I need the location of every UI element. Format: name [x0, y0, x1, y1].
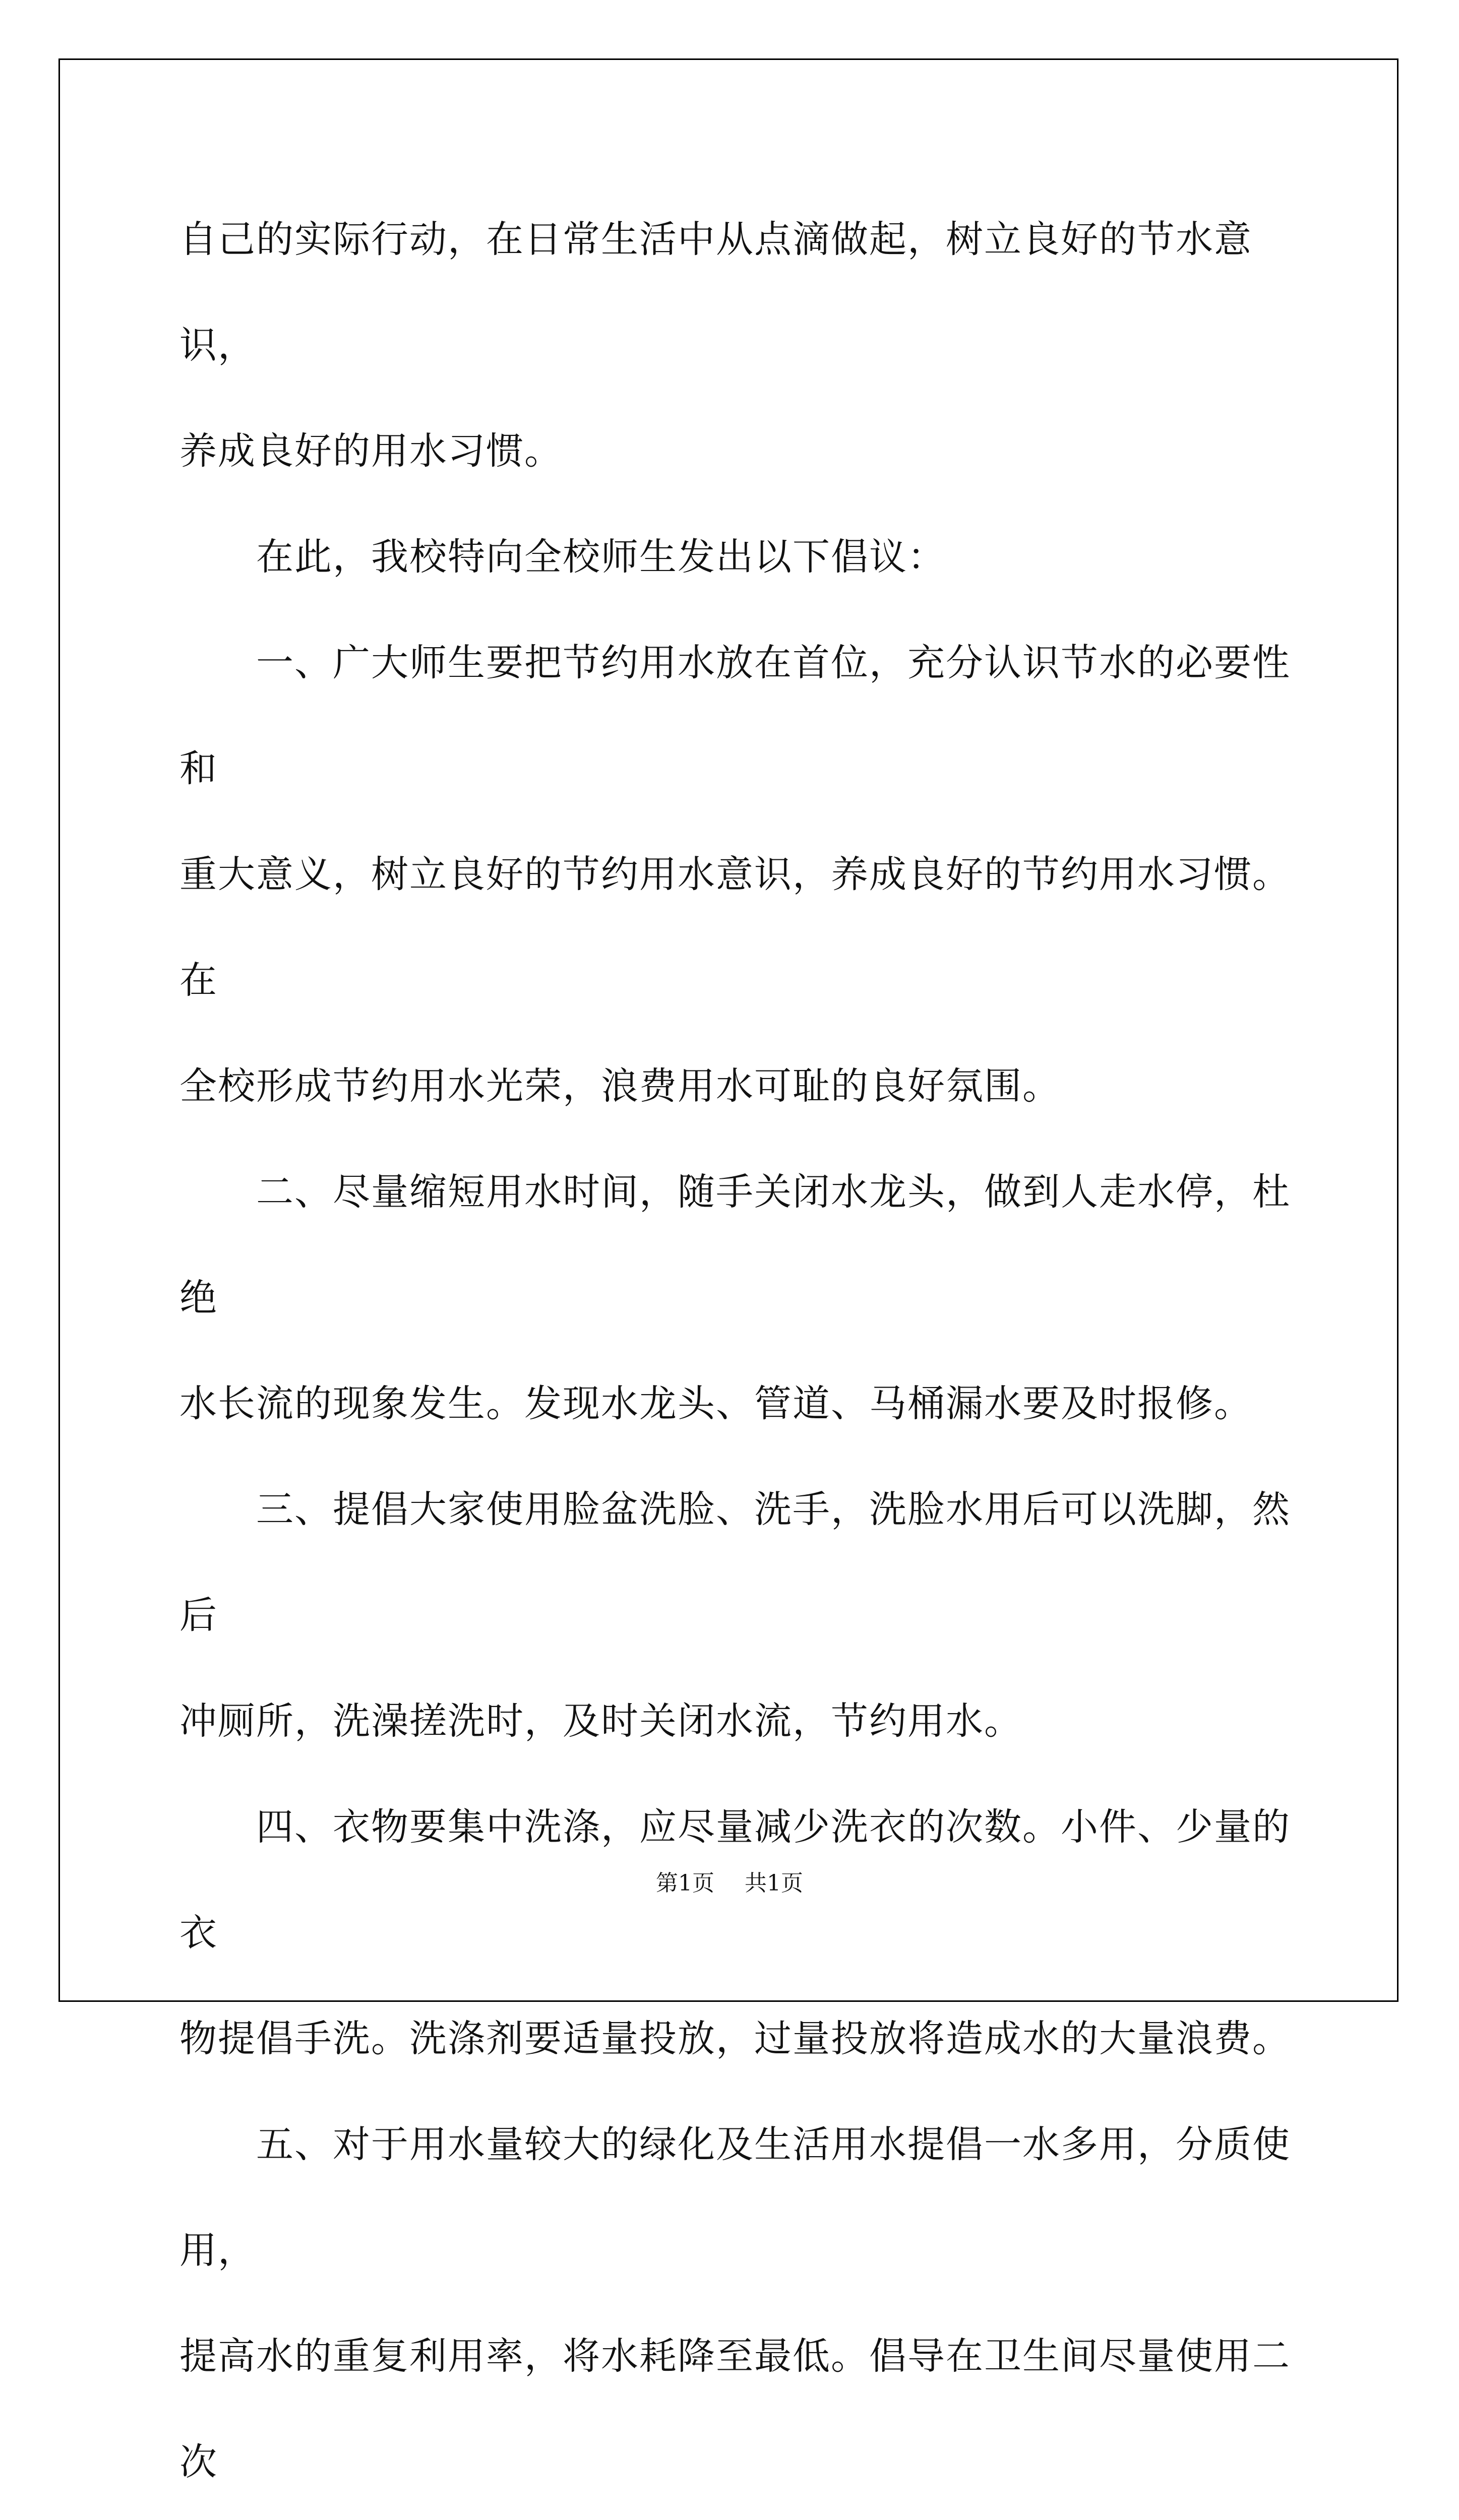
page-total: 共1页 — [745, 1870, 803, 1896]
text-line: 全校形成节约用水光荣，浪费用水可耻的良好氛围。 — [179, 1064, 1061, 1108]
text-line: 冲厕所，洗澡搓洗时，及时关闭水流，节约用水。 — [179, 1699, 1022, 1743]
text-line: 二、尽量缩短用水时间，随手关闭水龙头，做到人走水停，杜绝 — [179, 1170, 1291, 1319]
text-line: 自己的实际行动，在日常生活中从点滴做起，树立良好的节水意识， — [179, 218, 1252, 367]
text-line: 物提倡手洗。洗涤剂要适量投放，过量投放将造成水的大量浪费。 — [179, 2017, 1291, 2060]
page-footer — [0, 1865, 1459, 1897]
text-line: 一、广大师生要把节约用水放在首位，充分认识节水的必要性和 — [179, 641, 1291, 790]
text-line: 养成良好的用水习惯。 — [179, 429, 563, 473]
text-line: 提高水的重复利用率，将水耗降至最低。倡导在卫生间尽量使用二次 — [179, 2335, 1291, 2484]
text-line: 三、提倡大家使用脸盆洗脸、洗手，洗脸水用后可以洗脚，然后 — [179, 1488, 1291, 1637]
text-line: 重大意义，树立良好的节约用水意识，养成良好的节约用水习惯。在 — [179, 853, 1291, 1002]
text-line: 四、衣物要集中洗涤，应尽量减少洗衣的次数。小件、少量的衣 — [179, 1805, 1291, 1955]
text-line — [179, 2515, 1294, 2520]
document-body — [179, 186, 1294, 2520]
page-number: 第1页 — [656, 1870, 714, 1896]
text-line: 水长流的现象发生。发现水龙头、管道、马桶漏水要及时报修。 — [179, 1382, 1252, 1425]
text-line: 在此，我校特向全校师生发出以下倡议： — [179, 535, 946, 579]
text-line: 五、对于用水量较大的绿化及生活用水提倡一水多用，分质使用， — [179, 2123, 1291, 2272]
